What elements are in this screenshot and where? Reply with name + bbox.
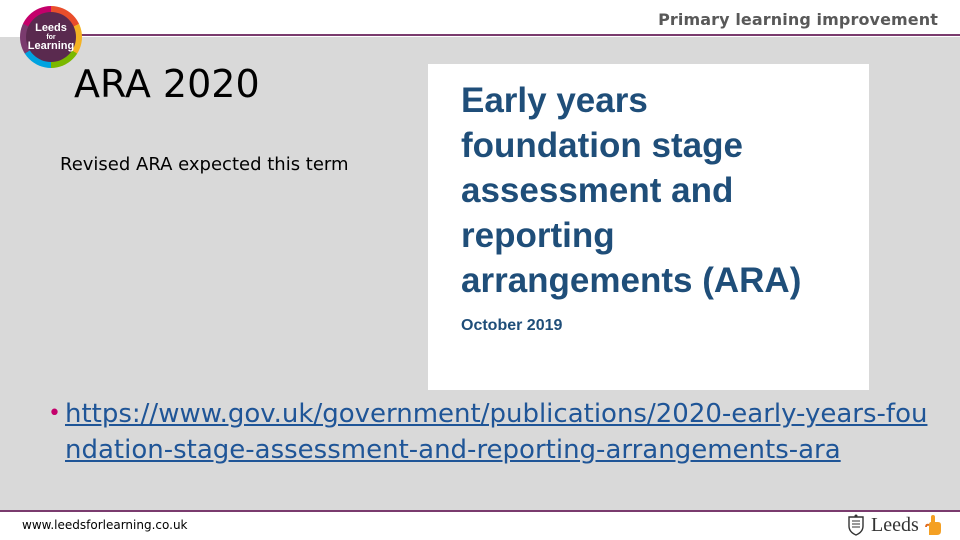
header-title: Primary learning improvement [658, 10, 938, 29]
leeds-city-council-logo [845, 512, 945, 538]
logo-text-for: for [46, 33, 56, 41]
slide-subtitle: Revised ARA expected this term [60, 154, 349, 175]
logo-text-learning: Learning [27, 39, 75, 52]
header-divider [60, 34, 960, 36]
leeds-for-learning-logo [20, 6, 82, 68]
document-heading-line: Early years [461, 81, 648, 120]
document-heading [461, 78, 869, 303]
document-cover-image [428, 64, 869, 390]
document-heading-line: foundation stage [461, 126, 743, 165]
document-heading-line: assessment and [461, 171, 734, 210]
crest-icon [845, 514, 867, 536]
document-heading-line: arrangements (ARA) [461, 261, 802, 300]
council-name: Leeds [871, 513, 919, 536]
hand-icon [923, 513, 945, 537]
publication-link[interactable]: https://www.gov.uk/government/publications/2020-early-years-foundation-stage-assessment-and-reporting-arrangements-ara [65, 399, 928, 465]
logo-text-leeds: Leeds [35, 21, 67, 34]
slide-title: ARA 2020 [74, 62, 260, 106]
bullet-marker: • [48, 401, 61, 426]
document-heading-line: reporting [461, 216, 615, 255]
document-date: October 2019 [461, 317, 563, 334]
logo-badge [26, 12, 76, 62]
footer-divider [0, 510, 960, 512]
bullet-list [40, 396, 940, 468]
footer-website: www.leedsforlearning.co.uk [22, 518, 188, 532]
